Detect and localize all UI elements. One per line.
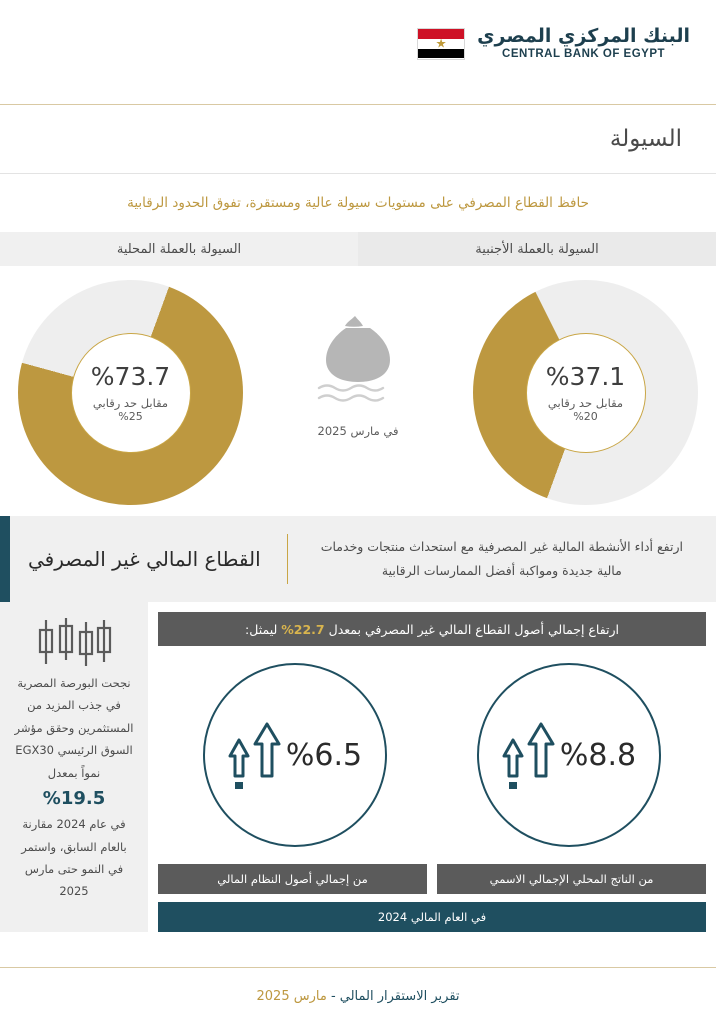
donut-local-ring xyxy=(473,280,698,505)
page-header xyxy=(0,0,716,104)
metric-circle-assets xyxy=(203,663,387,847)
metric-labels-row xyxy=(158,864,706,894)
liquidity-body xyxy=(0,266,716,516)
liquidity-header-local: السيولة بالعملة المحلية xyxy=(116,241,242,257)
donut-fx-hole xyxy=(71,333,191,453)
nonbank-body xyxy=(0,602,716,932)
donut-fx-limit: %25 xyxy=(118,409,143,423)
section-title-band xyxy=(0,105,716,174)
up-arrows-icon xyxy=(502,718,556,792)
banner-suffix: ليمثل: xyxy=(245,621,278,637)
metric-circle-gdp xyxy=(477,663,661,847)
nonbank-assets-banner xyxy=(158,612,706,646)
metric-gdp-label: من الناتج المحلي الإجمالي الاسمي xyxy=(437,864,706,894)
donut-fx-caption: مقابل حد رقابي xyxy=(92,395,169,410)
egx-side-panel xyxy=(0,602,148,932)
donut-local-currency xyxy=(473,280,698,505)
money-bag-icon xyxy=(315,310,401,410)
metric-assets-value: %6.5 xyxy=(285,737,363,773)
donut-fx-ring xyxy=(18,280,243,505)
nonbank-description: ارتفع أداء الأنشطة المالية غير المصرفية مع استحداث منتجات وخدمات مالية جديدة ومواكبة أفضل الممارسات الرقابية xyxy=(320,539,683,578)
nonbank-accent-bar xyxy=(0,516,10,602)
liquidity-date: في مارس 2025 xyxy=(317,424,399,438)
liquidity-headers xyxy=(0,232,716,266)
nonbank-main-column xyxy=(148,602,716,932)
footer-report-name: تقرير الاستقرار المالي - xyxy=(330,988,460,1004)
candlestick-chart-icon xyxy=(34,616,114,672)
nonbank-title: القطاع المالي غير المصرفي xyxy=(28,547,261,571)
donut-local-caption: مقابل حد رقابي xyxy=(547,395,624,410)
page-title: السيولة xyxy=(609,126,682,152)
egx-text-top: نجحت البورصة المصرية في جذب المزيد من المستثمرين وحقق مؤشر السوق الرئيسي EGX30 نمواً بمعدل xyxy=(14,676,134,780)
metric-assets-label: من إجمالي أصول النظام المالي xyxy=(158,864,427,894)
nonbank-section-header xyxy=(0,516,716,602)
page-footer xyxy=(0,967,716,1024)
egx-growth-value: %19.5 xyxy=(42,788,106,810)
footer-date: مارس 2025 xyxy=(256,988,331,1004)
nonbank-header-separator xyxy=(287,534,288,584)
donut-foreign-currency xyxy=(18,280,243,505)
logo-arabic: البنك المركزي المصري xyxy=(477,25,690,47)
donut-local-limit: %20 xyxy=(573,409,598,423)
banner-value: %22.7 xyxy=(281,621,325,637)
up-arrows-icon-2 xyxy=(228,718,282,792)
footer-label xyxy=(257,989,460,1004)
nonbank-fiscal-year-band: في العام المالي 2024 xyxy=(158,902,706,932)
egx-text-bottom: في عام 2024 مقارنة بالعام السابق، واستمر في النمو حتى مارس 2025 xyxy=(21,817,127,899)
donut-local-hole xyxy=(526,333,646,453)
donut-fx-value: %73.7 xyxy=(90,362,171,392)
metric-gdp-value: %8.8 xyxy=(559,737,637,773)
page-subtitle: حافظ القطاع المصرفي على مستويات سيولة عالية ومستقرة، تفوق الحدود الرقابية xyxy=(127,195,589,211)
logo-text xyxy=(477,26,690,61)
egypt-flag-icon xyxy=(417,28,465,60)
nonbank-metrics xyxy=(158,646,706,864)
cbe-logo xyxy=(417,26,690,61)
liquidity-header-fx: السيولة بالعملة الأجنبية xyxy=(358,232,716,266)
logo-english: CENTRAL BANK OF EGYPT xyxy=(502,47,666,60)
banner-prefix: ارتفاع إجمالي أصول القطاع المالي غير المصرفي بمعدل xyxy=(328,621,619,637)
center-illustration xyxy=(288,310,428,438)
donut-local-value: %37.1 xyxy=(545,362,626,392)
